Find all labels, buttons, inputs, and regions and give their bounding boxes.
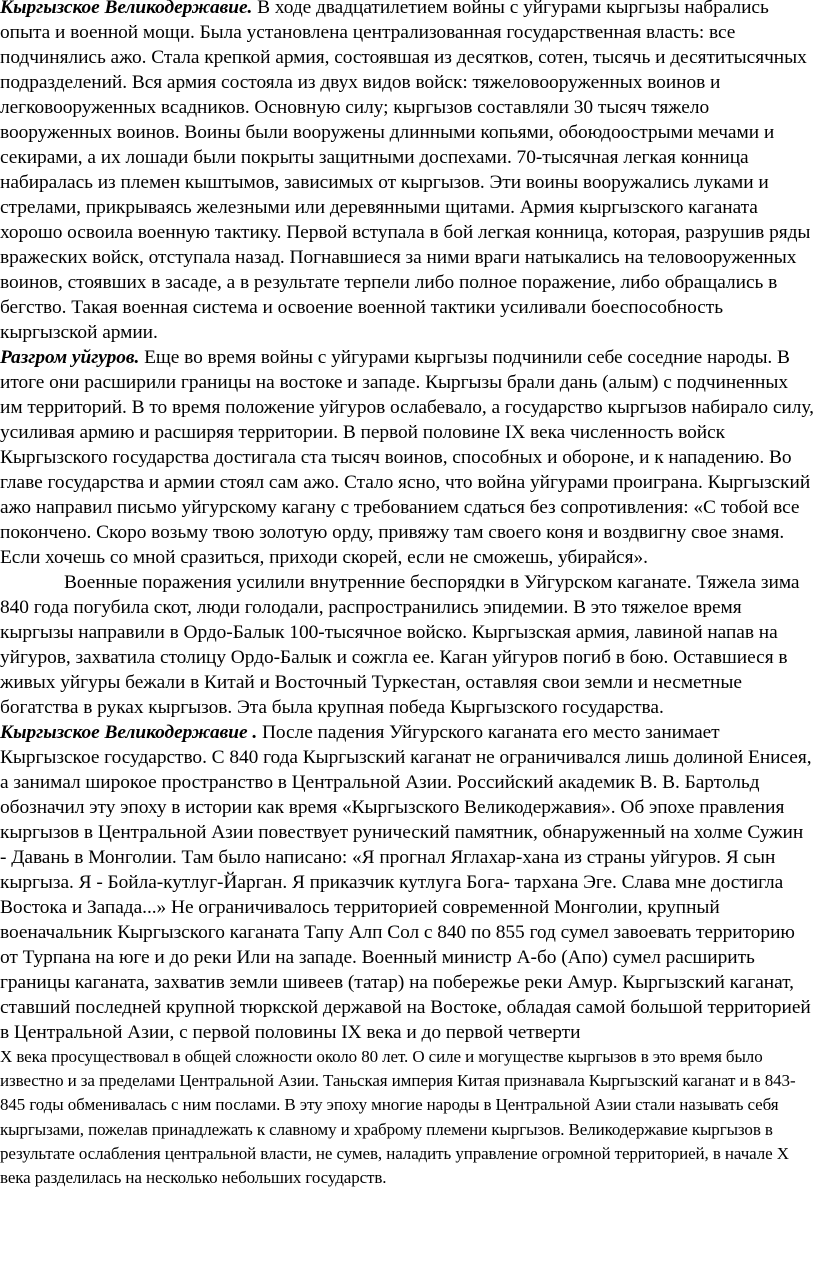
section-heading: Разгром уйгуров. — [0, 347, 140, 368]
paragraph-velikoderzhavie-2 — [0, 720, 814, 970]
paragraph-text: границы каганата, захватив земли шивеев (татар) на побережье реки Амур. Кыргызский каганат, ставший последней крупной тюркской державой на Востоке, обладая самой большой территорией в Центральной Азии, с первой половины IX века и до первой четверти — [0, 972, 811, 1043]
paragraph-text: X века просуществовал в общей сложности около 80 лет. О силе и могуществе кыргызов в это время было известно и за пределами Центральной Азии. Таньская империя Китая признавала Кыргызский каганат и в 843-845 годы обменивалась с ним послами. В эту эпоху многие народы в Центральной Азии стали называть себя кыргызами, пожелав принадлежать к славному и храброму племени кыргызов. Великодержавие кыргызов в результате ослабления центральной власти, не сумев, наладить управление огромной территорией, в начале X века разделилась на несколько небольших государств. — [0, 1047, 796, 1188]
section-heading: Кыргызское Великодержавие. — [0, 0, 253, 18]
paragraph-text: В ходе двадцатилетием войны с уйгурами кыргызы набрались опыта и военной мощи. Была установлена централизованная государственная власть: все подчинялись ажо. Стала крепкой армия, состоявшая из десятков, сотен, тысячь и десятитысячных подразделений. Вся армия состояла из двух видов войск: тяжеловооруженных воинов и легковооруженных всадников. Основную силу; кыргызов составляли 30 тысяч тяжело вооруженных воинов. Воины были вооружены длинными копьями, обоюдоострыми мечами и секирами, а их лошади были покрыты защитными доспехами. 70-тысячная легкая конница набиралась из племен кыштымов, зависимых от кыргызов. Эти воины вооружались луками и стрелами, прикрываясь железными или деревянными щитами. Армия кыргызского каганата хорошо освоила военную тактику. Первой вступала в бой легкая конница, которая, разрушив ряды вражеских войск, отступала назад. Погнавшиеся за ними враги натыкались на теловооруженных воинов, стоявших в засаде, а в результате терпели либо полное поражение, либо обращались в бегство. Такая военная система и освоение военной тактики усиливали боеспособность кыргызской армии. — [0, 0, 811, 343]
paragraph-granitsy-kaganata — [0, 970, 814, 1045]
paragraph-text: После падения Уйгурского каганата его место занимает Кыргызское государство. С 840 года Кыргызский каганат не ограничивался лишь долиной Енисея, а занимал широкое пространство в Центральной Азии. Российский академик В. В. Бартольд обозначил эту эпоху в истории как время «Кыргызского Великодержавия». Об эпохе правления кыргызов в Центральной Азии повествует рунический памятник, обнаруженный на холме Сужин - Давань в Монголии. Там было написано: «Я прогнал Яглахар-хана из страны уйгуров. Я сын кыргыза. Я - Бойла-кутлуг-Йарган. Я приказчик кутлуга Бога- тархана Эге. Слава мне достигла Востока и Запада...» Не ограничивалось территорией современной Монголии, крупный военачальник Кыргызского каганата Тапу Алп Сол с 840 по 855 год сумел завоевать территорию от Турпана на юге и до реки Или на западе. Военный министр А-бо (Апо) сумел расширить — [0, 722, 812, 968]
paragraph-text: Еще во время войны с уйгурами кыргызы подчинили себе соседние народы. В итоге они расширили границы на востоке и западе. Кыргызы брали дань (алым) с подчиненных им территорий. В то время положение уйгуров ослабевало, а государство кыргызов набирало силу, усиливая армию и расширяя территории. В первой половине IX века численность войск Кыргызского государства достигала ста тысяч воинов, способных и обороне, и к нападению. Во главе государства и армии стоял сам ажо. Стало ясно, что война уйгурами проиграна. Кыргызский ажо направил письмо уйгурскому кагану с требованием сдаться без сопротивления: «С тобой все покончено. Скоро возьму твою золотую орду, привяжу там своего коня и воздвигну свое знамя. Если хочешь со мной сразиться, приходи скорей, если не сможешь, убирайся». — [0, 347, 814, 568]
paragraph-x-vek — [0, 1045, 814, 1190]
section-heading: Кыргызское Великодержавие . — [0, 722, 258, 743]
paragraph-text: Военные поражения усилили внутренние беспорядки в Уйгурском каганате. Тяжела зима 840 года погубила скот, люди голодали, распространились эпидемии. В это тяжелое время кыргызы направили в Ордо-Балык 100-тысячное войско. Кыргызская армия, лавиной напав на уйгуров, захватила столицу Ордо-Балык и сожгла ее. Каган уйгуров погиб в бою. Оставшиеся в живых уйгуры бежали в Китай и Восточный Туркестан, оставляя свои земли и несметные богатства в руках кыргызов. Эта была крупная победа Кыргызского государства. — [0, 572, 800, 718]
paragraph-razgrom-uygurov — [0, 345, 814, 570]
paragraph-velikoderzhavie-1 — [0, 0, 814, 345]
paragraph-voennye-porazheniya — [0, 570, 814, 720]
